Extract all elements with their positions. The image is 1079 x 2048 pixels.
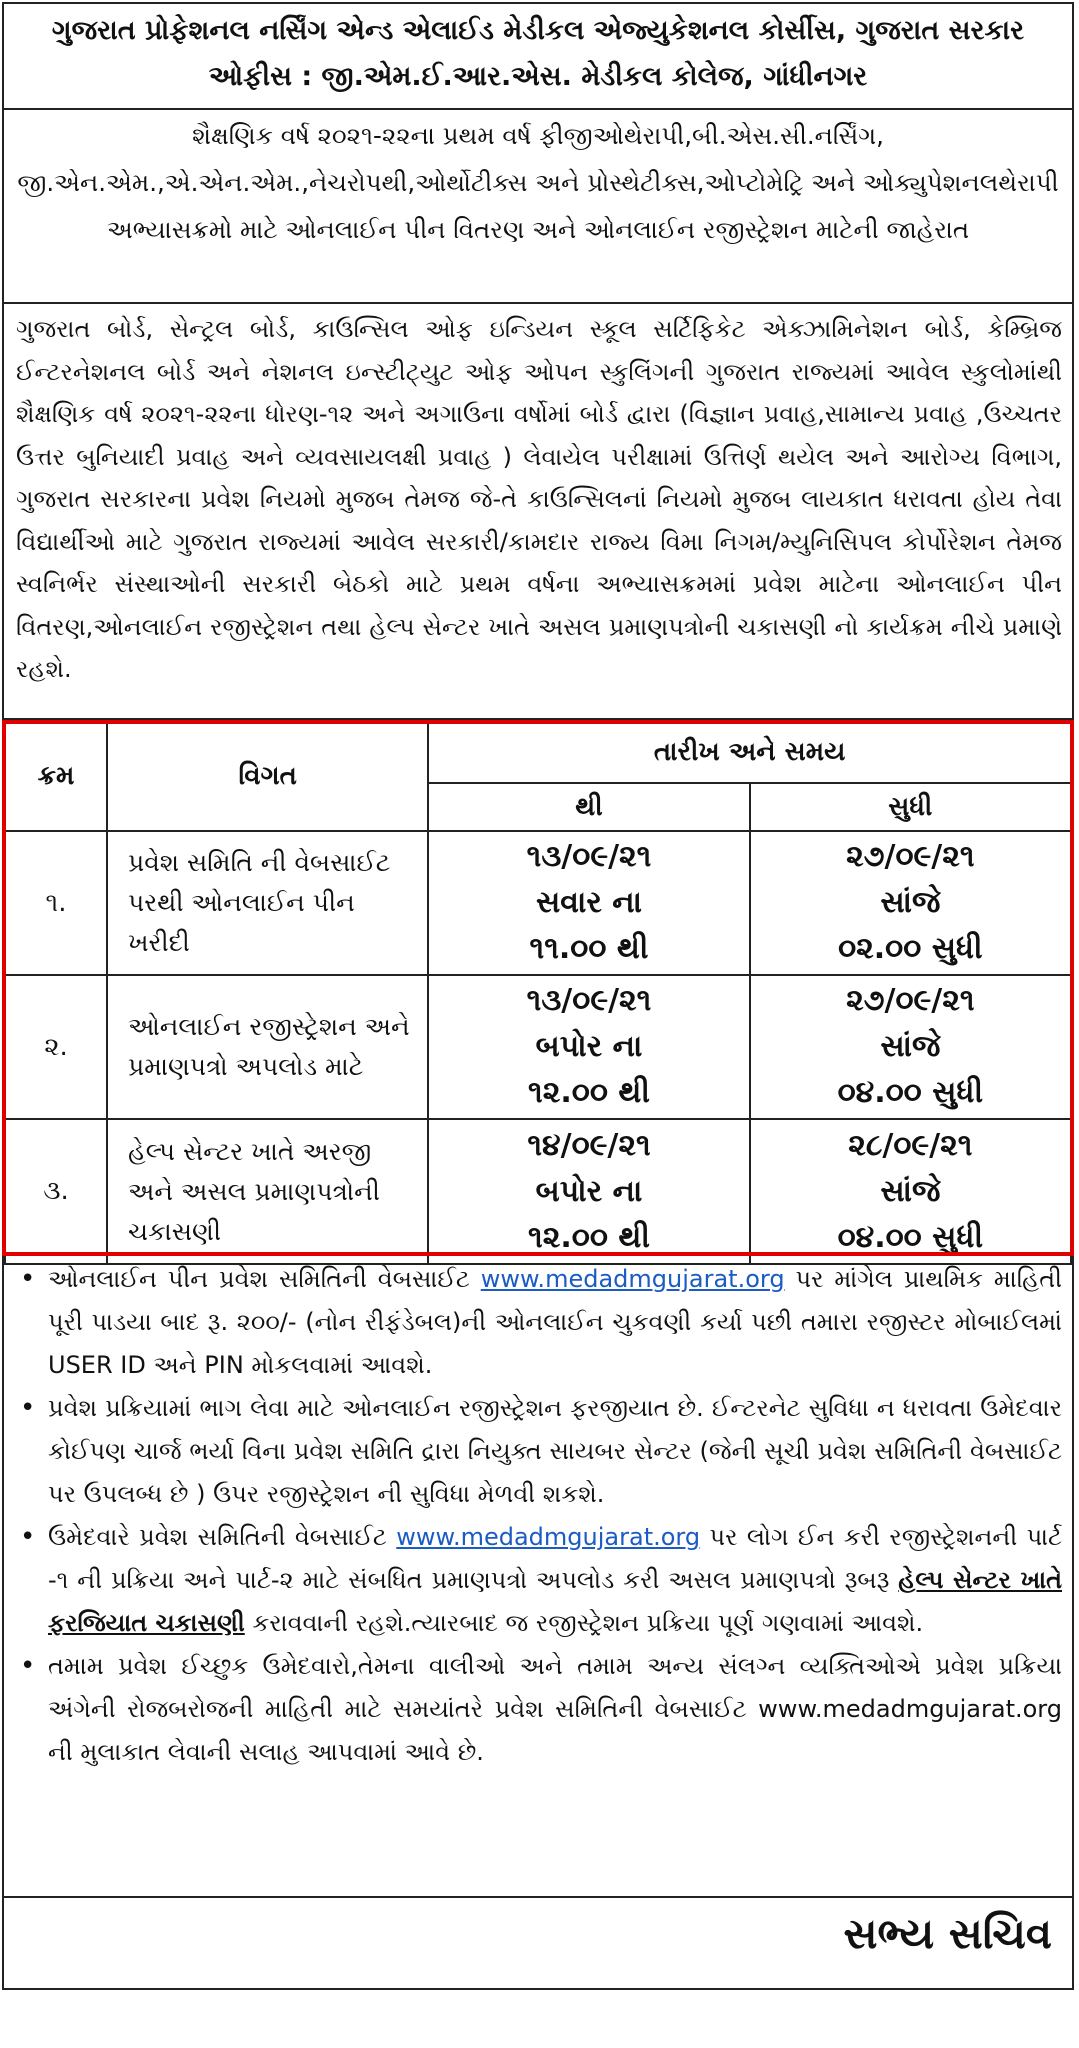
from-date: ૧૩/૦૯/૨૧ <box>526 983 652 1018</box>
header-line-2: ઓફીસ : જી.એમ.ઈ.આર.એસ. મેડીકલ કોલેજ, ગાંધીનગર <box>208 61 868 92</box>
col-header-datetime: તારીખ અને સમય <box>428 721 1071 783</box>
table-row <box>5 831 1071 975</box>
row-detail: પ્રવેશ સમિતિ ની વેબસાઈટ પરથી ઓનલાઈન પીન ખરીદી <box>107 831 428 975</box>
note-3-text-a: ઉમેદવારે પ્રવેશ સમિતિની વેબસાઈટ <box>48 1523 397 1551</box>
note-2-text: પ્રવેશ પ્રક્રિયામાં ભાગ લેવા માટે ઓનલાઈન રજીસ્ટ્રેશન ફરજીયાત છે. ઈન્ટરનેટ સુવિધા ન ધરાવતા ઉમેદવાર કોઈપણ ચાર્જ ભર્યા વિના પ્રવેશ સમિતિ દ્રારા નિયુક્ત સાયબર સેન્ટર (જેની સૂચી પ્રવેશ સમિતિની વેબસાઈટ પર ઉપલબ્ધ છે ) ઉપર રજીસ્ટ્રેશન ની સુવિધા મેળવી શકશે. <box>48 1394 1062 1508</box>
row-to <box>750 975 1071 1119</box>
from-period: બપોર ના <box>535 1173 643 1209</box>
note-item <box>18 1258 1062 1387</box>
note-1-text-b: પર માંગેલ પ્રાથમિક માહિતી પૂરી પાડયા બાદ રૂ. ૨૦૦/- (નોન રીફંડેબલ)ની ઓનલાઈન ચુકવણી કર્યા પછી તમારા રજીસ્ટર મોબાઈલમાં USER ID અને PIN મોકલવામાં આવશે. <box>48 1265 1062 1379</box>
to-period: સાંજે <box>880 885 941 920</box>
note-item <box>18 1516 1062 1645</box>
row-from <box>428 1119 749 1264</box>
notes-list <box>18 1258 1062 1774</box>
row-sr: ૩. <box>5 1119 107 1264</box>
to-date: ૨૭/૦૯/૨૧ <box>846 839 975 874</box>
notice-header <box>4 4 1072 110</box>
row-to <box>750 1119 1071 1264</box>
to-date: ૨૭/૦૯/૨૧ <box>846 983 975 1018</box>
website-link[interactable]: www.medadmgujarat.org <box>480 1265 785 1293</box>
to-date: ૨૮/૦૯/૨૧ <box>848 1127 973 1163</box>
from-time: ૧૨.૦૦ થી <box>528 1219 650 1255</box>
note-4-text: તમામ પ્રવેશ ઈચ્છુક ઉમેદવારો,તેમના વાલીઓ અને તમામ અન્ય સંલગ્ન વ્યક્તિઓએ પ્રવેશ પ્રક્રિયા અંગેની રોજબરોજની માહિતી માટે સમયાંતરે પ્રવેશ સમિતિની વેબસાઈટ www.medadmgujarat.org ની મુલાકાત લેવાની સલાહ આપવામાં આવે છે. <box>48 1652 1062 1766</box>
intro-paragraph <box>4 304 1072 720</box>
from-period: બપોર ના <box>535 1029 643 1064</box>
row-from <box>428 831 749 975</box>
schedule-table <box>4 720 1072 1265</box>
note-item <box>18 1387 1062 1516</box>
note-3-emphasis: હેલ્પ સેન્ટર ખાતે ફરજિયાત ચકાસણી <box>48 1566 1062 1637</box>
header-line-1: ગુજરાત પ્રોફેશનલ નર્સિંગ એન્ડ એલાઈડ મેડીકલ એજ્યુકેશનલ કોર્સીસ, ગુજરાત સરકાર <box>51 15 1025 46</box>
from-time: ૧૧.૦૦ થી <box>529 931 649 966</box>
to-time: ૦૨.૦૦ સુધી <box>838 931 983 966</box>
row-from <box>428 975 749 1119</box>
notes-section <box>4 1258 1072 1898</box>
website-link[interactable]: www.medadmgujarat.org <box>396 1523 701 1551</box>
to-time: ૦૪.૦૦ સુધી <box>837 1075 984 1110</box>
note-3-text-c: કરાવવાની રહશે.ત્યારબાદ જ રજીસ્ટ્રેશન પ્રક્રિયા પૂર્ણ ગણવામાં આવશે. <box>244 1609 924 1637</box>
row-sr: ૨. <box>5 975 107 1119</box>
notice-page <box>2 2 1074 1990</box>
from-date: ૧૪/૦૯/૨૧ <box>527 1127 651 1163</box>
from-time: ૧૨.૦૦ થી <box>528 1075 650 1110</box>
to-period: સાંજે <box>880 1029 941 1064</box>
row-detail: ઓનલાઈન રજીસ્ટ્રેશન અને પ્રમાણપત્રો અપલોડ માટે <box>107 975 428 1119</box>
note-1-text-a: ઓનલાઈન પીન પ્રવેશ સમિતિની વેબસાઈટ <box>48 1265 481 1293</box>
note-item <box>18 1645 1062 1774</box>
subject-text: શૈક્ષણિક વર્ષ ૨૦૨૧-૨૨ના પ્રથમ વર્ષ ફીજીઓથેરાપી,બી.એસ.સી.નર્સિંગ, જી.એન.એમ.,એ.એન.એમ.,નેચરોપથી,ઓર્થોટીક્સ અને પ્રોસ્થેટીક્સ,ઓપ્ટોમેટ્રિ અને ઓક્યુપેશનલથેરાપી અભ્યાસક્રમો માટે ઓનલાઈન પીન વિતરણ અને ઓનલાઈન રજીસ્ટ્રેશન માટેની જાહેરાત <box>17 121 1059 244</box>
table-row <box>5 975 1071 1119</box>
note-3-text-b: પર લોગ ઈન કરી રજીસ્ટ્રેશનની પાર્ટ -૧ ની પ્રક્રિયા અને પાર્ટ-૨ માટે સંબધિત પ્રમાણપત્રો અપલોડ કરી અસલ પ્રમાણપત્રો રૂબરૂ <box>48 1523 1062 1594</box>
row-to <box>750 831 1071 975</box>
to-time: ૦૪.૦૦ સુધી <box>837 1219 984 1255</box>
row-detail: હેલ્પ સેન્ટર ખાતે અરજી અને અસલ પ્રમાણપત્રોની ચકાસણી <box>107 1119 428 1264</box>
from-period: સવાર ના <box>535 885 642 920</box>
intro-text: ગુજરાત બોર્ડ, સેન્ટ્રલ બોર્ડ, કાઉન્સિલ ઓફ ઇન્ડિયન સ્કૂલ સર્ટિફિકેટ એક્ઝામિનેશન બોર્ડ, કેમ્બ્રિજ ઈન્ટરનેશનલ બોર્ડ અને નેશનલ ઇન્સ્ટીટ્યુટ ઓફ ઓપન સ્કુલિંગની ગુજરાત રાજ્યમાં આવેલ સ્કુલોમાંથી શૈક્ષણિક વર્ષ ૨૦૨૧-૨૨ના ધોરણ-૧૨ અને અગાઉના વર્ષોમાં બોર્ડ દ્વારા (વિજ્ઞાન પ્રવાહ,સામાન્ય પ્રવાહ ,ઉચ્ચતર ઉત્તર બુનિયાદી પ્રવાહ અને વ્યવસાયલક્ષી પ્રવાહ ) લેવાયેલ પરીક્ષામાં ઉત્તિર્ણ થયેલ અને આરોગ્ય વિભાગ, ગુજરાત સરકારના પ્રવેશ નિયમો મુજબ તેમજ જે-તે કાઉન્સિલનાં નિયમો મુજબ લાયકાત ધરાવતા હોય તેવા વિદ્યાર્થીઓ માટે ગુજરાત રાજ્યમાં આવેલ સરકારી/કામદાર રાજ્ય વિમા નિગમ/મ્યુનિસિપલ કોર્પોરેશન તેમજ સ્વનિર્ભર સંસ્થાઓની સરકારી બેઠકો માટે પ્રથમ વર્ષના અભ્યાસક્રમમાં પ્રવેશ માટેના ઓનલાઈન પીન વિતરણ,ઓનલાઈન રજીસ્ટ્રેશન તથા હેલ્પ સેન્ટર ખાતે અસલ પ્રમાણપત્રોની ચકાસણી નો કાર્યક્રમ નીચે પ્રમાણે રહશે. <box>16 315 1062 683</box>
row-sr: ૧. <box>5 831 107 975</box>
col-header-detail: વિગત <box>107 721 428 831</box>
table-row <box>5 1119 1071 1264</box>
col-header-from: થી <box>428 783 749 831</box>
col-header-to: સુધી <box>750 783 1071 831</box>
from-date: ૧૩/૦૯/૨૧ <box>526 839 652 874</box>
to-period: સાંજે <box>880 1173 941 1209</box>
signature-title: સભ્ય સચિવ <box>843 1909 1052 1958</box>
notice-subject <box>4 110 1072 304</box>
col-header-sr: ક્રમ <box>5 721 107 831</box>
